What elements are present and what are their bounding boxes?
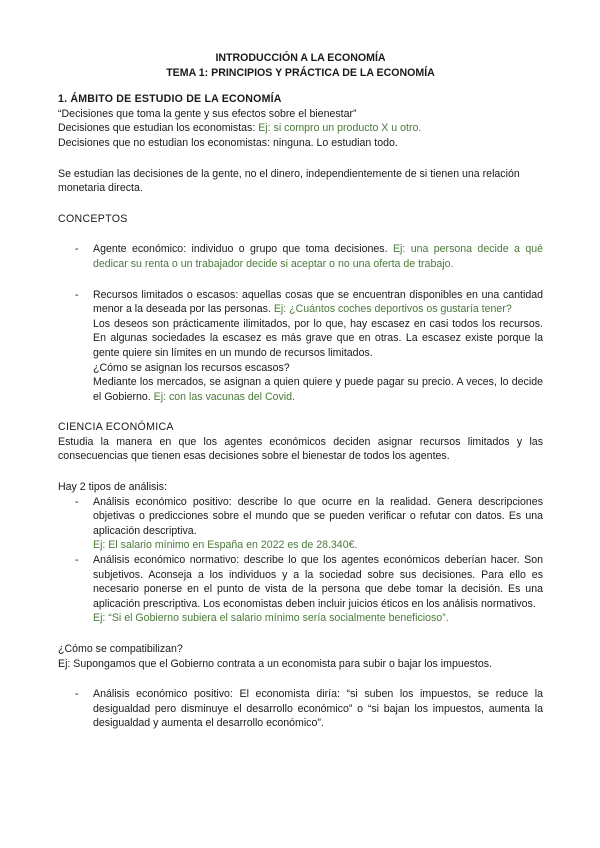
bullet-dash: - — [75, 554, 79, 567]
example-text: Ej: ¿Cuántos coches deportivos os gustaría tener? — [273, 303, 512, 316]
not-studied-decisions: Decisiones que no estudian los economistas: ninguna. Lo estudian todo. — [58, 136, 398, 149]
scope-paragraph: Se estudian las decisiones de la gente, no el dinero, independientemente de si tienen una relación monetaria directa. — [58, 167, 520, 195]
list-item-agente: - Agente económico: individuo o grupo que toma decisiones. Ej: una persona decide a qué dedicar su renta o un trabajador decide si aceptar o no una oferta de trabajo. — [75, 243, 544, 270]
topic-title: TEMA 1: PRINCIPIOS Y PRÁCTICA DE LA ECONOMÍA — [166, 66, 435, 79]
course-title: INTRODUCCIÓN A LA ECONOMÍA — [215, 52, 386, 64]
economic-science-heading: CIENCIA ECONÓMICA — [58, 421, 174, 434]
bullet-dash: - — [75, 688, 79, 701]
example-text: Ej: si compro un producto X u otro. — [258, 122, 422, 135]
list-item-normative: - Análisis económico normativo: describe lo que los agentes económicos deberían hacer. Son subjetivos. Aconseja a los individuos y a la sociedad sobre sus decisiones. Para ello es necesario ponerse en el punto de vista de la persona que debe tomar la decisión. Es una aplicación prescriptiva. Los economistas deben incluir juicios éticos en los análisis normativos. Ej: “Si el Gobierno subiera el salario mínimo sería socialmente beneficioso”. — [75, 554, 543, 625]
bullet-dash: - — [75, 243, 79, 256]
analysis-intro: Hay 2 tipos de análisis: — [58, 481, 167, 494]
list-item-recursos: - Recursos limitados o escasos: aquellas cosas que se encuentran disponibles en una cantidad menor a la deseada por las personas. Ej: ¿Cuántos coches deportivos os gustaría tener? Los deseos son prácticamente ilimitados, por lo que, hay escasez en casi todos los recursos. En algunas sociedades la escasez es más grave que en otras. La escasez existe porque la gente quiere sin límites en un mundo de recursos limitados. ¿Cómo se asignan los recursos escasos? Mediante los mercados, se asignan a quien quiere y puede pagar su precio. A veces, lo decide el Gobierno. Ej: con las vacunas del Covid. — [75, 288, 543, 403]
bullet-dash: - — [75, 288, 79, 301]
list-item-compat-positive: - Análisis económico positivo: El economista diría: “si suben los impuestos, se reduce la desigualdad pero disminuye el desarrollo económico” o “si bajan los impuestos, aumenta la desigualdad y aumenta el desarrollo económico”. — [75, 688, 543, 730]
concepts-heading: CONCEPTOS — [58, 212, 128, 225]
allocation-question: ¿Cómo se asignan los recursos escasos? — [93, 361, 290, 374]
example-text: Ej: “Si el Gobierno subiera el salario mínimo sería socialmente beneficioso”. — [93, 612, 449, 625]
studied-decisions: Decisiones que estudian los economistas: Ej: si compro un producto X u otro. — [58, 122, 422, 135]
document-page — [58, 51, 543, 731]
document-title — [58, 51, 543, 80]
section-heading: 1. ÁMBITO DE ESTUDIO DE LA ECONOMÍA — [58, 93, 282, 106]
example-text: Ej: El salario mínimo en España en 2022 es de 28.340€. — [93, 539, 358, 552]
bullet-dash: - — [75, 495, 79, 508]
compat-question: ¿Cómo se compatibilizan? — [58, 643, 183, 655]
example-text: Ej: con las vacunas del Covid. — [153, 390, 295, 403]
allocation-answer: Mediante los mercados, se asignan a quien quiere y puede pagar su precio. A veces, lo decide el Gobierno. Ej: con las vacunas del Covid. — [93, 376, 543, 403]
economic-science-paragraph: Estudia la manera en que los agentes económicos deciden asignar recursos limitados y las consecuencias que tienen esas decisiones sobre el bienestar de todos los agentes. — [58, 435, 543, 463]
list-item-positive: - Análisis económico positivo: describe lo que ocurre en la realidad. Genera descripciones objetivas o predicciones sobre el mundo que se pueden verificar o refutar con datos. Es una aplicación descriptiva. Ej: El salario mínimo en España en 2022 es de 28.340€. — [75, 495, 543, 552]
definition-quote: “Decisiones que toma la gente y sus efectos sobre el bienestar” — [58, 107, 357, 120]
scarcity-paragraph: Los deseos son prácticamente ilimitados, por lo que, hay escasez en casi todos los recursos. En algunas sociedades la escasez es más grave que en otras. La escasez existe porque la gente quiere sin límites en un mundo de recursos limitados. — [93, 317, 543, 359]
compat-example: Ej: Supongamos que el Gobierno contrata a un economista para subir o bajar los impuestos. — [58, 657, 493, 670]
example-text: Ej: una persona decide a qué dedicar su renta o un trabajador decide si aceptar o no una oferta de trabajo. — [93, 243, 544, 270]
